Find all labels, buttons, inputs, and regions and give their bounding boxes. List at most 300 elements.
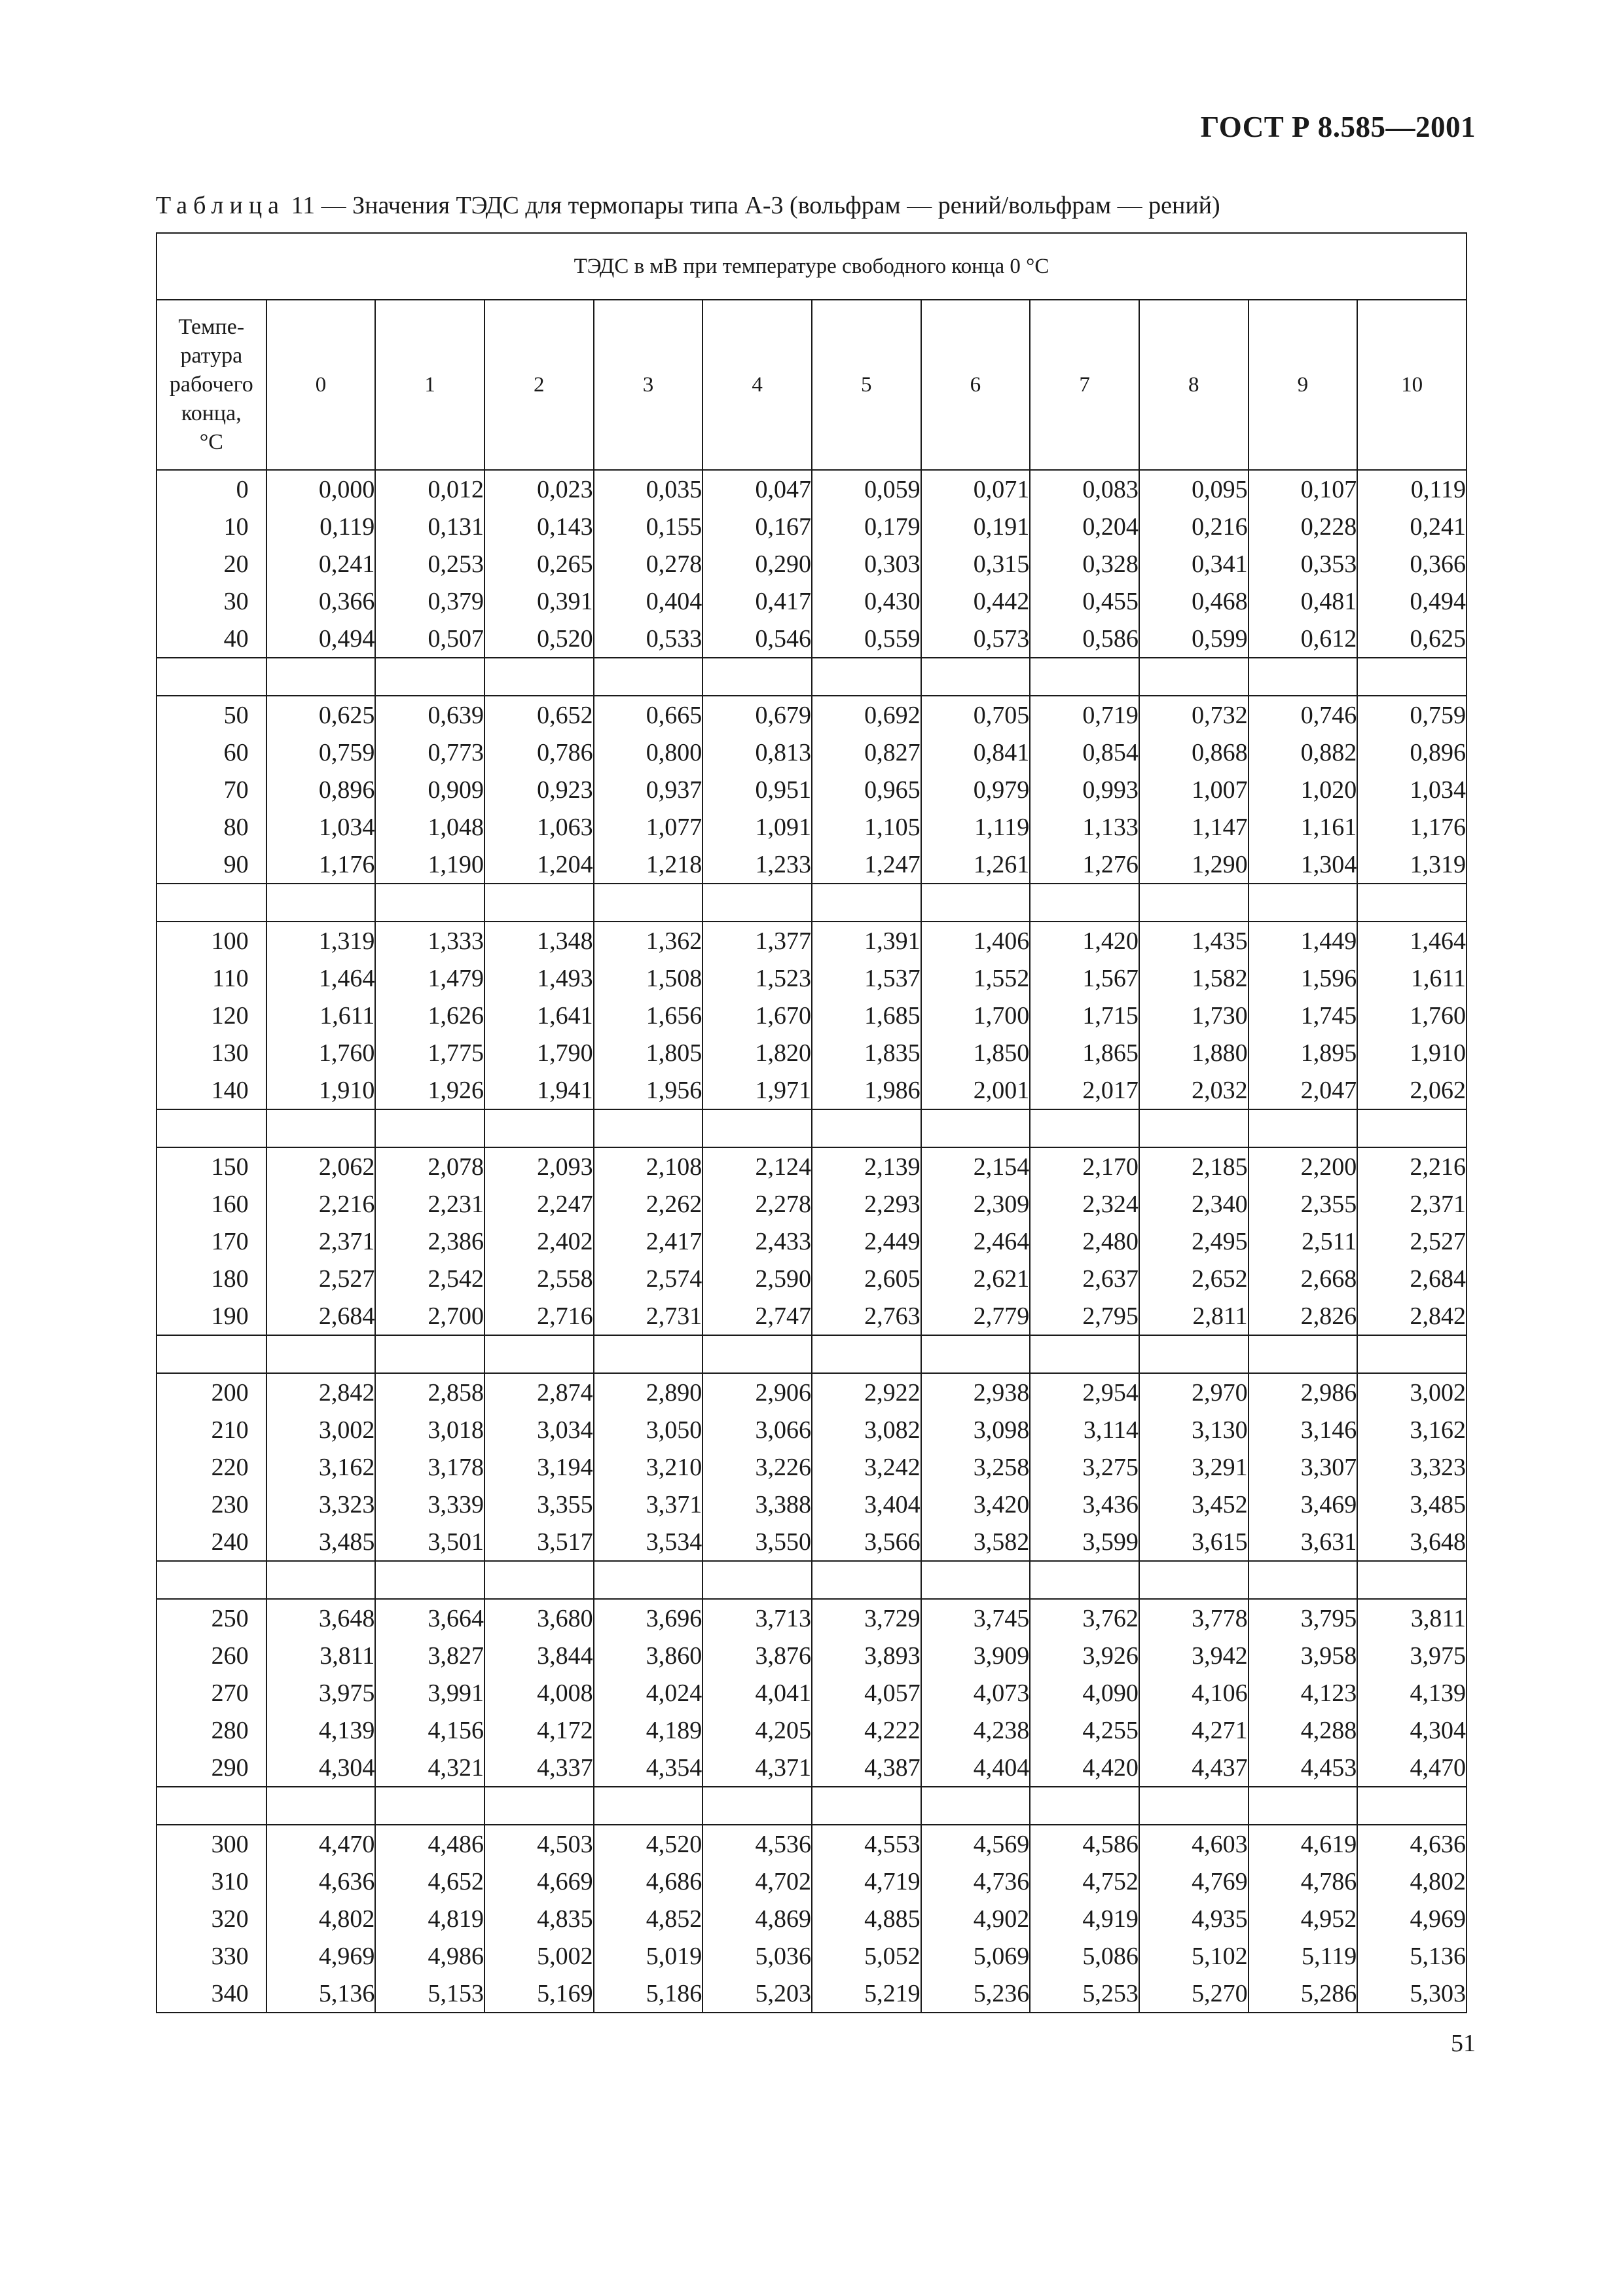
emf-value-cell: 1,377 <box>702 922 812 960</box>
column-header: 4 <box>702 300 812 470</box>
emf-value-cell: 3,975 <box>266 1674 376 1712</box>
emf-value-cell: 4,238 <box>921 1712 1030 1749</box>
emf-value-cell: 2,078 <box>375 1147 484 1185</box>
empty-cell <box>1030 658 1139 696</box>
emf-value-cell: 1,020 <box>1249 771 1358 808</box>
emf-value-cell: 0,625 <box>266 696 376 734</box>
emf-value-cell: 1,348 <box>484 922 594 960</box>
emf-value-cell: 2,108 <box>594 1147 703 1185</box>
temperature-cell: 310 <box>156 1863 266 1900</box>
empty-cell <box>1030 1787 1139 1825</box>
emf-value-cell: 4,189 <box>594 1712 703 1749</box>
emf-value-cell: 4,172 <box>484 1712 594 1749</box>
temperature-header-line: ратура <box>180 344 243 368</box>
emf-value-cell: 3,323 <box>1357 1448 1467 1486</box>
emf-value-cell: 5,203 <box>702 1975 812 2013</box>
emf-value-cell: 1,611 <box>266 997 376 1034</box>
emf-value-cell: 3,811 <box>1357 1599 1467 1637</box>
emf-value-cell: 4,222 <box>812 1712 921 1749</box>
temperature-cell: 320 <box>156 1900 266 1937</box>
emf-value-cell: 3,242 <box>812 1448 921 1486</box>
emf-value-cell: 2,811 <box>1139 1297 1249 1335</box>
emf-value-cell: 2,890 <box>594 1373 703 1411</box>
emf-value-cell: 0,813 <box>702 734 812 771</box>
table-row <box>156 1599 1467 1637</box>
temperature-cell: 20 <box>156 545 266 583</box>
emf-value-cell: 4,437 <box>1139 1749 1249 1787</box>
emf-value-cell: 3,860 <box>594 1637 703 1674</box>
emf-value-cell: 5,019 <box>594 1937 703 1975</box>
empty-cell <box>1139 1787 1249 1825</box>
emf-value-cell: 4,636 <box>1357 1825 1467 1863</box>
empty-cell <box>1249 1787 1358 1825</box>
emf-value-cell: 4,387 <box>812 1749 921 1787</box>
emf-value-cell: 2,700 <box>375 1297 484 1335</box>
empty-cell <box>1249 884 1358 922</box>
emf-value-cell: 3,550 <box>702 1523 812 1561</box>
emf-value-cell: 1,362 <box>594 922 703 960</box>
emf-value-cell: 0,665 <box>594 696 703 734</box>
table-row <box>156 1712 1467 1749</box>
empty-cell <box>1139 1109 1249 1147</box>
emf-value-cell: 2,278 <box>702 1185 812 1223</box>
empty-cell <box>1357 884 1467 922</box>
empty-cell <box>921 1787 1030 1825</box>
emf-value-cell: 1,161 <box>1249 808 1358 846</box>
emf-value-cell: 0,533 <box>594 620 703 658</box>
column-header: 0 <box>266 300 376 470</box>
emf-value-cell: 1,775 <box>375 1034 484 1071</box>
emf-value-cell: 4,337 <box>484 1749 594 1787</box>
emf-value-cell: 2,986 <box>1249 1373 1358 1411</box>
empty-cell <box>156 1561 266 1599</box>
emf-value-cell: 3,291 <box>1139 1448 1249 1486</box>
emf-value-cell: 3,130 <box>1139 1411 1249 1448</box>
temperature-cell: 50 <box>156 696 266 734</box>
emf-value-cell: 0,679 <box>702 696 812 734</box>
empty-cell <box>1139 658 1249 696</box>
emf-value-cell: 1,479 <box>375 960 484 997</box>
emf-value-cell: 1,034 <box>1357 771 1467 808</box>
emf-value-cell: 0,107 <box>1249 470 1358 508</box>
empty-cell <box>375 1109 484 1147</box>
emf-value-cell: 3,018 <box>375 1411 484 1448</box>
emf-value-cell: 3,827 <box>375 1637 484 1674</box>
emf-value-cell: 5,136 <box>1357 1937 1467 1975</box>
emf-value-cell: 2,684 <box>1357 1260 1467 1297</box>
emf-value-cell: 3,420 <box>921 1486 1030 1523</box>
empty-cell <box>1139 884 1249 922</box>
emf-value-cell: 4,470 <box>266 1825 376 1863</box>
temperature-cell: 250 <box>156 1599 266 1637</box>
table-row <box>156 808 1467 846</box>
emf-value-cell: 4,503 <box>484 1825 594 1863</box>
emf-value-cell: 1,406 <box>921 922 1030 960</box>
emf-value-cell: 3,002 <box>1357 1373 1467 1411</box>
emf-value-cell: 0,979 <box>921 771 1030 808</box>
emf-value-cell: 3,258 <box>921 1448 1030 1486</box>
emf-value-cell: 2,731 <box>594 1297 703 1335</box>
emf-value-cell: 3,876 <box>702 1637 812 1674</box>
emf-value-cell: 4,404 <box>921 1749 1030 1787</box>
emf-value-cell: 4,702 <box>702 1863 812 1900</box>
emf-value-cell: 3,501 <box>375 1523 484 1561</box>
table-row <box>156 696 1467 734</box>
empty-cell <box>702 884 812 922</box>
emf-value-cell: 4,453 <box>1249 1749 1358 1787</box>
emf-value-cell: 1,760 <box>266 1034 376 1071</box>
emf-value-cell: 4,852 <box>594 1900 703 1937</box>
temperature-cell: 340 <box>156 1975 266 2013</box>
emf-value-cell: 1,261 <box>921 846 1030 884</box>
empty-cell <box>702 1335 812 1373</box>
empty-cell <box>375 884 484 922</box>
emf-value-cell: 4,835 <box>484 1900 594 1937</box>
emf-value-cell: 2,779 <box>921 1297 1030 1335</box>
empty-cell <box>266 658 376 696</box>
emf-value-cell: 4,919 <box>1030 1900 1139 1937</box>
emf-value-cell: 2,858 <box>375 1373 484 1411</box>
emf-value-cell: 3,762 <box>1030 1599 1139 1637</box>
emf-value-cell: 2,170 <box>1030 1147 1139 1185</box>
empty-cell <box>1249 1561 1358 1599</box>
emf-value-cell: 2,590 <box>702 1260 812 1297</box>
emf-value-cell: 1,391 <box>812 922 921 960</box>
column-header: 2 <box>484 300 594 470</box>
empty-cell <box>1030 1335 1139 1373</box>
empty-cell <box>594 884 703 922</box>
emf-value-cell: 5,102 <box>1139 1937 1249 1975</box>
emf-header: ТЭДС в мВ при температуре свободного конца 0 °С <box>156 233 1467 300</box>
emf-value-cell: 1,105 <box>812 808 921 846</box>
emf-value-cell: 2,047 <box>1249 1071 1358 1109</box>
emf-value-cell: 0,759 <box>1357 696 1467 734</box>
emf-value-cell: 1,218 <box>594 846 703 884</box>
emf-value-cell: 3,582 <box>921 1523 1030 1561</box>
emf-value-cell: 1,233 <box>702 846 812 884</box>
emf-value-cell: 4,819 <box>375 1900 484 1937</box>
emf-value-cell: 2,747 <box>702 1297 812 1335</box>
emf-value-cell: 0,167 <box>702 508 812 545</box>
emf-value-cell: 2,954 <box>1030 1373 1139 1411</box>
emf-value-cell: 1,449 <box>1249 922 1358 960</box>
emf-value-cell: 0,468 <box>1139 583 1249 620</box>
empty-cell <box>921 1335 1030 1373</box>
emf-value-cell: 3,194 <box>484 1448 594 1486</box>
table-row <box>156 1260 1467 1297</box>
emf-value-cell: 0,937 <box>594 771 703 808</box>
emf-value-cell: 1,805 <box>594 1034 703 1071</box>
emf-value-cell: 1,077 <box>594 808 703 846</box>
column-header: 8 <box>1139 300 1249 470</box>
emf-value-cell: 1,176 <box>1357 808 1467 846</box>
emf-value-cell: 1,304 <box>1249 846 1358 884</box>
emf-value-cell: 4,652 <box>375 1863 484 1900</box>
emf-value-cell: 0,095 <box>1139 470 1249 508</box>
temperature-cell: 40 <box>156 620 266 658</box>
emf-value-cell: 0,732 <box>1139 696 1249 734</box>
emf-value-cell: 0,071 <box>921 470 1030 508</box>
emf-value-cell: 2,716 <box>484 1297 594 1335</box>
emf-value-cell: 1,850 <box>921 1034 1030 1071</box>
emf-value-cell: 4,520 <box>594 1825 703 1863</box>
emf-value-cell: 5,253 <box>1030 1975 1139 2013</box>
emf-value-cell: 0,191 <box>921 508 1030 545</box>
emf-value-cell: 1,685 <box>812 997 921 1034</box>
empty-cell <box>1249 1335 1358 1373</box>
emf-value-cell: 0,303 <box>812 545 921 583</box>
emf-value-cell: 3,034 <box>484 1411 594 1448</box>
temperature-cell: 0 <box>156 470 266 508</box>
empty-cell <box>594 1561 703 1599</box>
emf-value-cell: 0,612 <box>1249 620 1358 658</box>
emf-value-cell: 0,800 <box>594 734 703 771</box>
table-row <box>156 620 1467 658</box>
table-row <box>156 508 1467 545</box>
temperature-cell: 140 <box>156 1071 266 1109</box>
emf-value-cell: 0,586 <box>1030 620 1139 658</box>
empty-cell <box>484 1109 594 1147</box>
emf-value-cell: 0,341 <box>1139 545 1249 583</box>
emf-value-cell: 5,119 <box>1249 1937 1358 1975</box>
emf-value-cell: 0,035 <box>594 470 703 508</box>
emf-value-cell: 2,216 <box>1357 1147 1467 1185</box>
emf-value-cell: 3,680 <box>484 1599 594 1637</box>
table-row <box>156 1637 1467 1674</box>
table-row <box>156 960 1467 997</box>
emf-value-cell: 3,082 <box>812 1411 921 1448</box>
emf-value-cell: 1,091 <box>702 808 812 846</box>
table-caption <box>156 191 1220 220</box>
emf-value-cell: 1,176 <box>266 846 376 884</box>
emf-value-cell: 1,956 <box>594 1071 703 1109</box>
empty-cell <box>484 1335 594 1373</box>
emf-value-cell: 3,323 <box>266 1486 376 1523</box>
empty-cell <box>266 1109 376 1147</box>
emf-value-cell: 1,790 <box>484 1034 594 1071</box>
emf-value-cell: 1,971 <box>702 1071 812 1109</box>
standard-designation: ГОСТ Р 8.585—2001 <box>1200 111 1476 143</box>
emf-value-cell: 0,366 <box>266 583 376 620</box>
emf-value-cell: 4,802 <box>266 1900 376 1937</box>
table-row <box>156 470 1467 508</box>
column-header: 6 <box>921 300 1030 470</box>
emf-value-cell: 2,402 <box>484 1223 594 1260</box>
emf-value-cell: 0,882 <box>1249 734 1358 771</box>
temperature-cell: 190 <box>156 1297 266 1335</box>
emf-value-cell: 1,190 <box>375 846 484 884</box>
empty-cell <box>921 884 1030 922</box>
empty-cell <box>1357 1335 1467 1373</box>
temperature-cell: 230 <box>156 1486 266 1523</box>
table-row <box>156 1749 1467 1787</box>
emf-value-cell: 3,162 <box>266 1448 376 1486</box>
temperature-cell: 150 <box>156 1147 266 1185</box>
empty-cell <box>812 1335 921 1373</box>
emf-value-cell: 2,527 <box>266 1260 376 1297</box>
emf-value-cell: 4,603 <box>1139 1825 1249 1863</box>
emf-value-cell: 2,795 <box>1030 1297 1139 1335</box>
emf-value-cell: 3,469 <box>1249 1486 1358 1523</box>
emf-value-cell: 4,486 <box>375 1825 484 1863</box>
empty-cell <box>594 1335 703 1373</box>
emf-value-cell: 0,507 <box>375 620 484 658</box>
emf-value-cell: 3,631 <box>1249 1523 1358 1561</box>
emf-value-cell: 0,143 <box>484 508 594 545</box>
empty-cell <box>1249 658 1358 696</box>
table-row <box>156 922 1467 960</box>
emf-value-cell: 5,303 <box>1357 1975 1467 2013</box>
emf-value-cell: 2,542 <box>375 1260 484 1297</box>
temperature-header <box>156 300 266 470</box>
empty-cell <box>375 1561 484 1599</box>
emf-value-cell: 0,204 <box>1030 508 1139 545</box>
empty-cell <box>266 1561 376 1599</box>
emf-value-cell: 0,023 <box>484 470 594 508</box>
emf-value-cell: 1,715 <box>1030 997 1139 1034</box>
empty-cell <box>702 658 812 696</box>
emf-value-cell: 5,069 <box>921 1937 1030 1975</box>
emf-value-cell: 3,050 <box>594 1411 703 1448</box>
emf-value-cell: 3,729 <box>812 1599 921 1637</box>
emf-value-cell: 4,371 <box>702 1749 812 1787</box>
emf-value-cell: 4,636 <box>266 1863 376 1900</box>
emf-value-cell: 4,752 <box>1030 1863 1139 1900</box>
emf-value-cell: 1,493 <box>484 960 594 997</box>
emf-value-cell: 0,520 <box>484 620 594 658</box>
empty-cell <box>702 1109 812 1147</box>
emf-value-cell: 1,133 <box>1030 808 1139 846</box>
empty-cell <box>375 658 484 696</box>
emf-value-cell: 0,012 <box>375 470 484 508</box>
table-row <box>156 545 1467 583</box>
empty-cell <box>1357 1561 1467 1599</box>
emf-value-cell: 1,290 <box>1139 846 1249 884</box>
table-row <box>156 583 1467 620</box>
emf-value-cell: 2,309 <box>921 1185 1030 1223</box>
table-row <box>156 1147 1467 1185</box>
emf-value-cell: 4,057 <box>812 1674 921 1712</box>
emf-value-cell: 4,205 <box>702 1712 812 1749</box>
emf-value-cell: 4,156 <box>375 1712 484 1749</box>
emf-value-cell: 3,566 <box>812 1523 921 1561</box>
emf-value-cell: 3,844 <box>484 1637 594 1674</box>
emf-value-cell: 1,276 <box>1030 846 1139 884</box>
empty-cell <box>812 884 921 922</box>
table-row <box>156 1863 1467 1900</box>
emf-value-cell: 0,494 <box>1357 583 1467 620</box>
empty-cell <box>484 1561 594 1599</box>
empty-cell <box>375 1335 484 1373</box>
emf-value-cell: 0,951 <box>702 771 812 808</box>
emf-value-cell: 1,611 <box>1357 960 1467 997</box>
empty-cell <box>702 1787 812 1825</box>
empty-cell <box>921 1109 1030 1147</box>
emf-value-cell: 2,216 <box>266 1185 376 1223</box>
emf-value-cell: 5,286 <box>1249 1975 1358 2013</box>
empty-cell <box>921 658 1030 696</box>
emf-value-cell: 2,154 <box>921 1147 1030 1185</box>
emf-value-cell: 3,811 <box>266 1637 376 1674</box>
group-spacer-row <box>156 1109 1467 1147</box>
emf-value-cell: 4,420 <box>1030 1749 1139 1787</box>
empty-cell <box>812 1561 921 1599</box>
emf-value-cell: 0,241 <box>1357 508 1467 545</box>
emf-value-cell: 2,842 <box>266 1373 376 1411</box>
emf-value-cell: 0,000 <box>266 470 376 508</box>
group-spacer-row <box>156 1335 1467 1373</box>
temperature-cell: 130 <box>156 1034 266 1071</box>
group-spacer-row <box>156 884 1467 922</box>
emf-value-cell: 3,114 <box>1030 1411 1139 1448</box>
table-row <box>156 1373 1467 1411</box>
table-row <box>156 1674 1467 1712</box>
emf-value-cell: 0,083 <box>1030 470 1139 508</box>
emf-value-cell: 4,669 <box>484 1863 594 1900</box>
table-row <box>156 734 1467 771</box>
emf-value-cell: 2,922 <box>812 1373 921 1411</box>
emf-value-cell: 5,136 <box>266 1975 376 2013</box>
temperature-header-line: конца, <box>181 401 242 425</box>
emf-value-cell: 3,210 <box>594 1448 703 1486</box>
empty-cell <box>1030 1109 1139 1147</box>
table-row <box>156 1523 1467 1561</box>
emf-value-cell: 1,730 <box>1139 997 1249 1034</box>
emf-value-cell: 3,795 <box>1249 1599 1358 1637</box>
table-caption-word: Таблица <box>156 192 285 219</box>
column-header: 5 <box>812 300 921 470</box>
emf-value-cell: 0,179 <box>812 508 921 545</box>
empty-cell <box>1139 1561 1249 1599</box>
emf-value-cell: 2,355 <box>1249 1185 1358 1223</box>
emf-value-cell: 3,713 <box>702 1599 812 1637</box>
emf-value-cell: 1,567 <box>1030 960 1139 997</box>
emf-value-cell: 3,307 <box>1249 1448 1358 1486</box>
emf-value-cell: 3,485 <box>266 1523 376 1561</box>
emf-value-cell: 0,559 <box>812 620 921 658</box>
emf-value-cell: 3,517 <box>484 1523 594 1561</box>
page-number: 51 <box>1451 2030 1476 2057</box>
emf-value-cell: 4,024 <box>594 1674 703 1712</box>
emf-value-cell: 2,652 <box>1139 1260 1249 1297</box>
emf-value-cell: 5,186 <box>594 1975 703 2013</box>
emf-value-cell: 0,481 <box>1249 583 1358 620</box>
empty-cell <box>1357 1787 1467 1825</box>
temperature-cell: 70 <box>156 771 266 808</box>
emf-value-cell: 0,868 <box>1139 734 1249 771</box>
emf-value-cell: 1,319 <box>1357 846 1467 884</box>
emf-value-cell: 0,119 <box>1357 470 1467 508</box>
emf-value-cell: 1,700 <box>921 997 1030 1034</box>
emf-value-cell: 0,404 <box>594 583 703 620</box>
emf-value-cell: 1,204 <box>484 846 594 884</box>
emf-value-cell: 1,910 <box>1357 1034 1467 1071</box>
table-body <box>156 470 1467 2013</box>
emf-value-cell: 4,786 <box>1249 1863 1358 1900</box>
emf-value-cell: 2,574 <box>594 1260 703 1297</box>
empty-cell <box>156 884 266 922</box>
emf-value-cell: 0,455 <box>1030 583 1139 620</box>
emf-value-cell: 2,124 <box>702 1147 812 1185</box>
emf-value-cell: 0,253 <box>375 545 484 583</box>
empty-cell <box>156 1335 266 1373</box>
emf-value-cell: 4,255 <box>1030 1712 1139 1749</box>
emf-value-cell: 2,386 <box>375 1223 484 1260</box>
emf-value-cell: 2,062 <box>266 1147 376 1185</box>
emf-value-cell: 4,139 <box>1357 1674 1467 1712</box>
table-row <box>156 1223 1467 1260</box>
emf-value-cell: 0,599 <box>1139 620 1249 658</box>
